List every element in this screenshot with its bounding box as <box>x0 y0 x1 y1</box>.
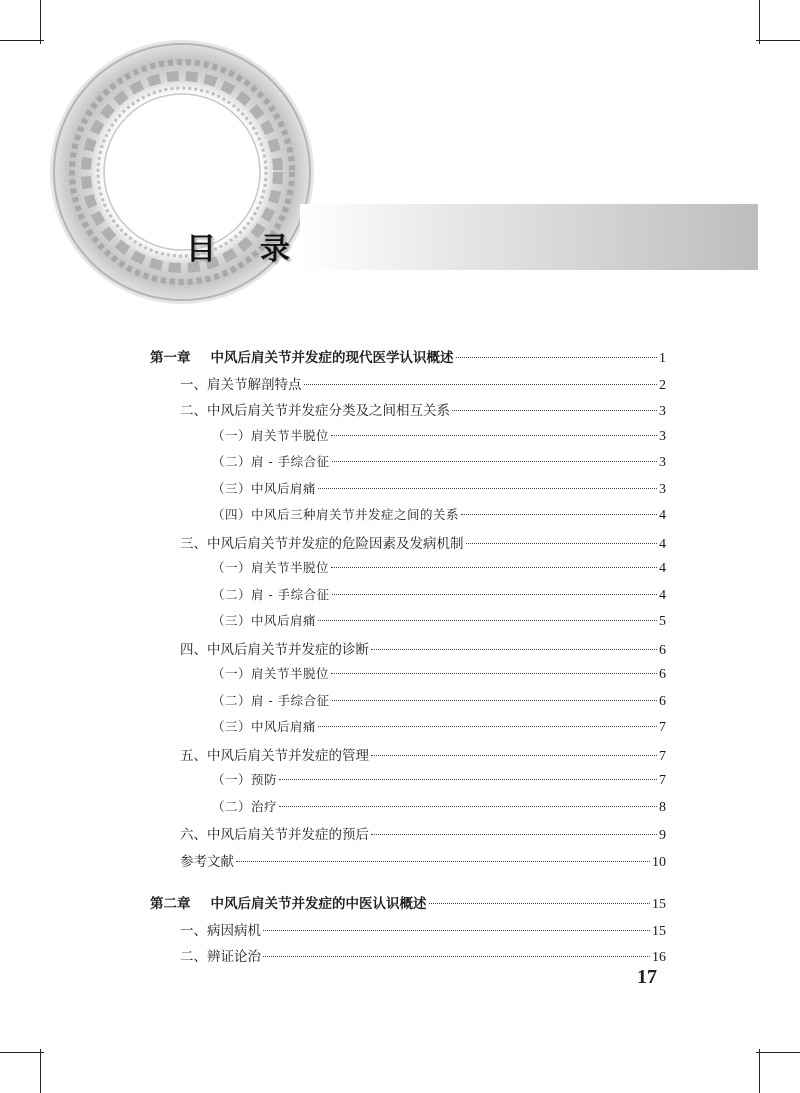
leader-dots <box>331 435 657 436</box>
leader-dots <box>263 930 650 931</box>
leader-dots <box>332 700 657 701</box>
toc-entry-label: 二、辨证论治 <box>180 949 261 965</box>
toc-entry-page: 3 <box>659 404 666 419</box>
toc-entry-page: 10 <box>652 854 666 870</box>
toc-entry-page: 3 <box>659 481 666 497</box>
crop-mark-top-left-h <box>0 40 44 41</box>
toc-entry[interactable] <box>150 479 666 506</box>
toc-entry-label: （一）肩关节半脱位 <box>212 666 330 681</box>
chapter-page: 1 <box>659 351 666 366</box>
toc-entry-page: 4 <box>659 587 666 603</box>
toc-entry[interactable] <box>150 919 666 946</box>
toc-entry[interactable] <box>150 452 666 479</box>
toc-entry[interactable] <box>150 770 666 797</box>
toc-entry-label: （二）肩 - 手综合征 <box>212 454 330 469</box>
leader-dots <box>331 567 657 568</box>
toc-entry-label: （一）预防 <box>212 772 278 787</box>
toc-entry-page: 4 <box>659 508 666 523</box>
toc-entry-page: 3 <box>659 455 666 470</box>
crop-mark-bottom-left-v <box>40 1049 41 1093</box>
toc-entry[interactable] <box>150 823 666 850</box>
leader-dots <box>279 806 657 807</box>
toc-entry[interactable] <box>150 717 666 744</box>
toc-entry[interactable] <box>150 399 666 426</box>
toc-entry-label: 五、中风后肩关节并发症的管理 <box>180 747 369 764</box>
leader-dots <box>371 834 657 835</box>
toc-entry-label: 六、中风后肩关节并发症的预后 <box>180 827 369 843</box>
toc-entry-page: 4 <box>659 561 666 576</box>
leader-dots <box>318 488 657 489</box>
toc-entry-label: 四、中风后肩关节并发症的诊断 <box>180 641 369 658</box>
toc-entry-page: 4 <box>659 536 666 552</box>
leader-dots <box>279 779 657 780</box>
toc-entry-page: 5 <box>659 614 666 629</box>
toc-entry-label: （二）肩 - 手综合征 <box>212 586 330 602</box>
toc-chapter-2[interactable] <box>150 892 666 919</box>
leader-dots <box>466 543 658 544</box>
leader-dots <box>304 384 658 385</box>
toc-entry[interactable] <box>150 373 666 400</box>
toc-entry-label: 参考文献 <box>180 853 234 870</box>
crop-mark-top-left-v <box>40 0 41 44</box>
crop-mark-top-right-v <box>759 0 760 44</box>
toc-entry-label: 三、中风后肩关节并发症的危险因素及发病机制 <box>180 535 464 552</box>
leader-dots <box>332 461 657 462</box>
table-of-contents <box>150 346 666 972</box>
toc-entry[interactable] <box>150 426 666 453</box>
toc-entry-label: （二）肩 - 手综合征 <box>212 692 330 708</box>
toc-entry-page: 6 <box>659 667 666 682</box>
toc-entry-label: （四）中风后三种肩关节并发症之间的关系 <box>212 507 460 522</box>
toc-chapter-1[interactable] <box>150 346 666 373</box>
page-title <box>186 224 290 268</box>
crop-mark-bottom-right-v <box>759 1049 760 1093</box>
leader-dots <box>461 514 657 515</box>
toc-entry-label: （三）中风后肩痛 <box>212 480 317 496</box>
toc-entry-page: 8 <box>659 799 666 815</box>
leader-dots <box>318 726 657 727</box>
toc-entry-label: 一、病因病机 <box>180 922 261 939</box>
title-char-2: 录 <box>260 232 290 267</box>
crop-mark-bottom-right-h <box>756 1052 800 1053</box>
chapter-number: 第一章 <box>150 350 191 366</box>
toc-entry-page: 16 <box>652 950 666 965</box>
leader-dots <box>318 620 657 621</box>
toc-entry-label: （一）肩关节半脱位 <box>212 427 330 443</box>
leader-dots <box>371 755 657 756</box>
toc-entry[interactable] <box>150 691 666 718</box>
toc-entry[interactable] <box>150 664 666 691</box>
toc-entry-label: （三）中风后肩痛 <box>212 719 317 734</box>
toc-entry-page: 6 <box>659 693 666 709</box>
toc-entry-label: （三）中风后肩痛 <box>212 613 317 628</box>
toc-entry-page: 7 <box>659 773 666 788</box>
toc-entry[interactable] <box>150 532 666 559</box>
toc-entry-page: 9 <box>659 828 666 843</box>
toc-entry[interactable] <box>150 850 666 877</box>
toc-entry-page: 3 <box>659 428 666 444</box>
toc-entry-page: 2 <box>659 377 666 393</box>
toc-entry[interactable] <box>150 585 666 612</box>
chapter-page: 15 <box>652 897 666 912</box>
toc-entry-page: 7 <box>659 748 666 764</box>
toc-entry[interactable] <box>150 945 666 972</box>
leader-dots <box>429 903 651 904</box>
toc-entry-page: 7 <box>659 720 666 735</box>
toc-entry[interactable] <box>150 797 666 824</box>
toc-entry[interactable] <box>150 638 666 665</box>
toc-entry-label: 一、肩关节解剖特点 <box>180 376 302 393</box>
chapter-title: 中风后肩关节并发症的中医认识概述 <box>210 896 427 912</box>
title-char-1: 目 <box>186 232 216 267</box>
leader-dots <box>371 649 657 650</box>
crop-mark-bottom-left-h <box>0 1052 44 1053</box>
toc-entry-label: （一）肩关节半脱位 <box>212 560 330 575</box>
leader-dots <box>452 410 657 411</box>
crop-mark-top-right-h <box>756 40 800 41</box>
leader-dots <box>332 594 657 595</box>
leader-dots <box>236 861 650 862</box>
toc-entry[interactable] <box>150 505 666 532</box>
page-number: 17 <box>637 966 657 988</box>
toc-entry[interactable] <box>150 611 666 638</box>
toc-entry-page: 6 <box>659 642 666 658</box>
chapter-number: 第二章 <box>150 896 191 912</box>
toc-entry-page: 15 <box>652 923 666 939</box>
toc-entry[interactable] <box>150 744 666 771</box>
leader-dots <box>263 956 650 957</box>
toc-entry[interactable] <box>150 558 666 585</box>
toc-entry-label: 二、中风后肩关节并发症分类及之间相互关系 <box>180 403 450 419</box>
leader-dots <box>456 357 658 358</box>
toc-entry-label: （二）治疗 <box>212 798 278 814</box>
leader-dots <box>331 673 657 674</box>
chapter-title: 中风后肩关节并发症的现代医学认识概述 <box>210 350 454 366</box>
title-gradient-band <box>300 204 758 270</box>
